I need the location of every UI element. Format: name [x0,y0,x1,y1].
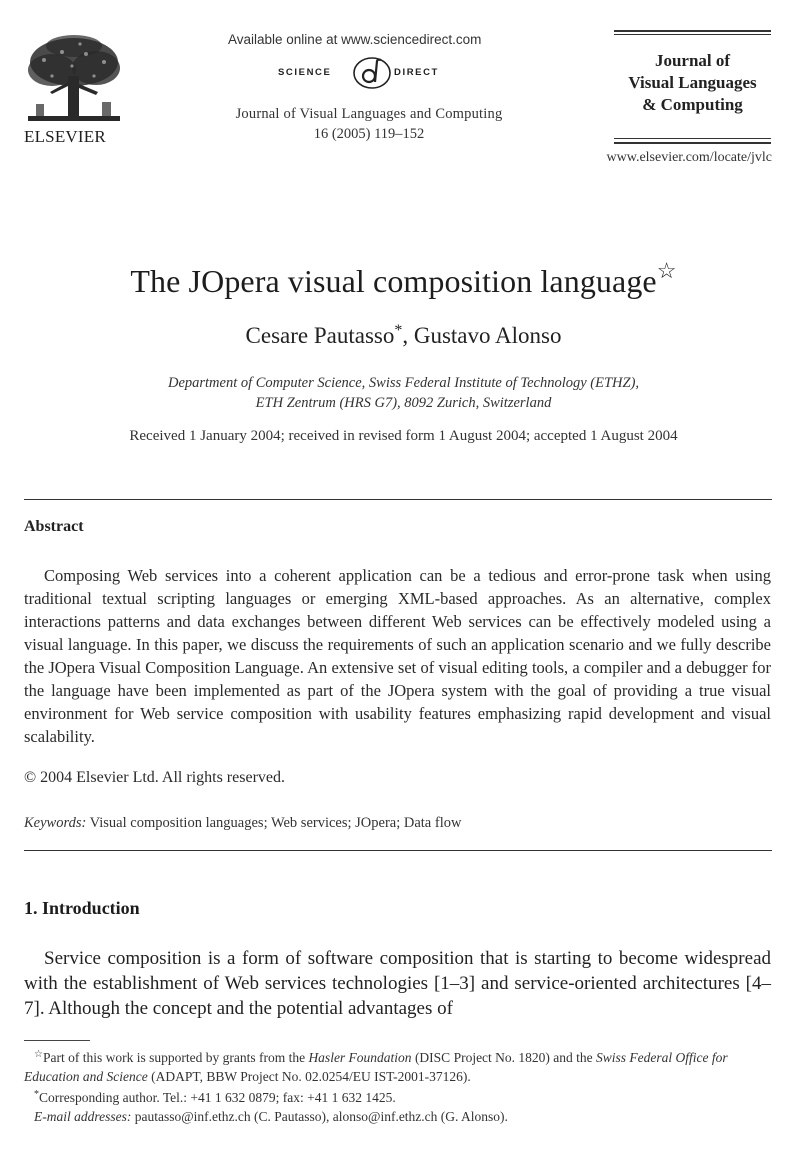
affiliation [0,373,807,413]
journal-box-line3: & Computing [642,95,743,114]
article-title-text: The JOpera visual composition language [130,263,657,299]
sd-right-text: DIRECT [394,67,439,78]
affiliation-line1: Department of Computer Science, Swiss Federal Institute of Technology (ETHZ), [167,375,640,391]
journal-reference-volume: 16 (2005) 119–152 [313,126,425,142]
footnote-email-label: E-mail addresses: [34,1108,132,1124]
available-online-text: Available online at www.sciencedirect.com [228,32,482,47]
article-title [0,258,807,300]
footnote-corresponding [24,1086,772,1108]
footnote-corresponding-text: Corresponding author. Tel.: +41 1 632 0879; fax: +41 1 632 1425. [39,1090,396,1105]
sd-left-text: SCIENCE [278,67,332,78]
received-dates: Received 1 January 2004; received in revised form 1 August 2004; accepted 1 August 2004 [129,428,678,444]
footnote-funding-org-2: Swiss Federal Office for Education and Science [24,1050,728,1084]
introduction-heading: 1. Introduction [24,898,140,918]
footnote-corresponding-mark: * [34,1089,39,1100]
affiliation-line2: ETH Zentrum (HRS G7), 8092 Zurich, Switzerland [255,395,552,411]
sciencedirect-mark-icon [352,56,392,90]
footnote-funding-mark: ☆ [34,1049,43,1060]
bottom-divider [24,850,772,851]
abstract-text: Composing Web services into a coherent application can be a tedious and error-prone task when using traditional textual scripting languages or emerging XML-based approaches. As an alternative, complex interactions patterns and data exchanges between different Web services can be effectively modeled using a visual language. In this paper, we discuss the requirements of such an application scenario and we fully describe the JOpera Visual Composition Language. An extensive set of visual editing tools, a compiler and a debugger for the language have been implemented as part of the JOpera system with the goal of providing a true visual environment for Web service composition with usability features emphasizing rapid development and visual scalability. [24,566,771,746]
top-divider [24,499,772,500]
journal-reference-name: Journal of Visual Languages and Computing [235,106,503,122]
keywords-label: Keywords: [24,815,87,831]
author-1[interactable]: Cesare Pautasso [245,323,395,348]
journal-url-link[interactable]: www.elsevier.com/locate/jvlc [606,150,772,165]
introduction-text: Service composition is a form of software composition that is starting to become widespread with the establishment of Web services technologies [1–3] and service-oriented architectures [4–7]. Although the concept and the potential advantages of [24,948,771,1019]
keywords-text: Visual composition languages; Web services; JOpera; Data flow [86,815,462,831]
footnote-funding-org-1: Hasler Foundation [308,1050,412,1065]
author-separator: , [402,323,414,348]
copyright-notice: © 2004 Elsevier Ltd. All rights reserved. [24,769,285,786]
author-2[interactable]: Gustavo Alonso [413,323,562,348]
journal-box-line2: Visual Languages [628,73,757,92]
footnote-divider [24,1040,90,1041]
sciencedirect-logo [270,56,492,90]
footnotes [24,1046,772,1126]
footnote-email [24,1108,772,1127]
authors [0,322,807,349]
footnote-funding [24,1046,772,1086]
title-footnote-mark[interactable]: ☆ [656,258,677,283]
keywords [24,815,461,832]
footnote-funding-text-e: (ADAPT, BBW Project No. 02.0254/EU IST-2001-37126). [147,1068,471,1084]
abstract-heading: Abstract [24,518,84,535]
publisher-name: ELSEVIER [24,127,106,146]
footnote-email-text[interactable]: pautasso@inf.ethz.ch (C. Pautasso), alonso@inf.ethz.ch (G. Alonso). [131,1108,508,1124]
journal-box-line1: Journal of [654,51,731,70]
footnote-funding-text-a: Part of this work is supported by grants from the [42,1050,309,1065]
author-1-mark[interactable]: * [394,322,403,339]
footnote-funding-text-c: (DISC Project No. 1820) and the [411,1050,597,1065]
journal-title-box [614,30,771,144]
